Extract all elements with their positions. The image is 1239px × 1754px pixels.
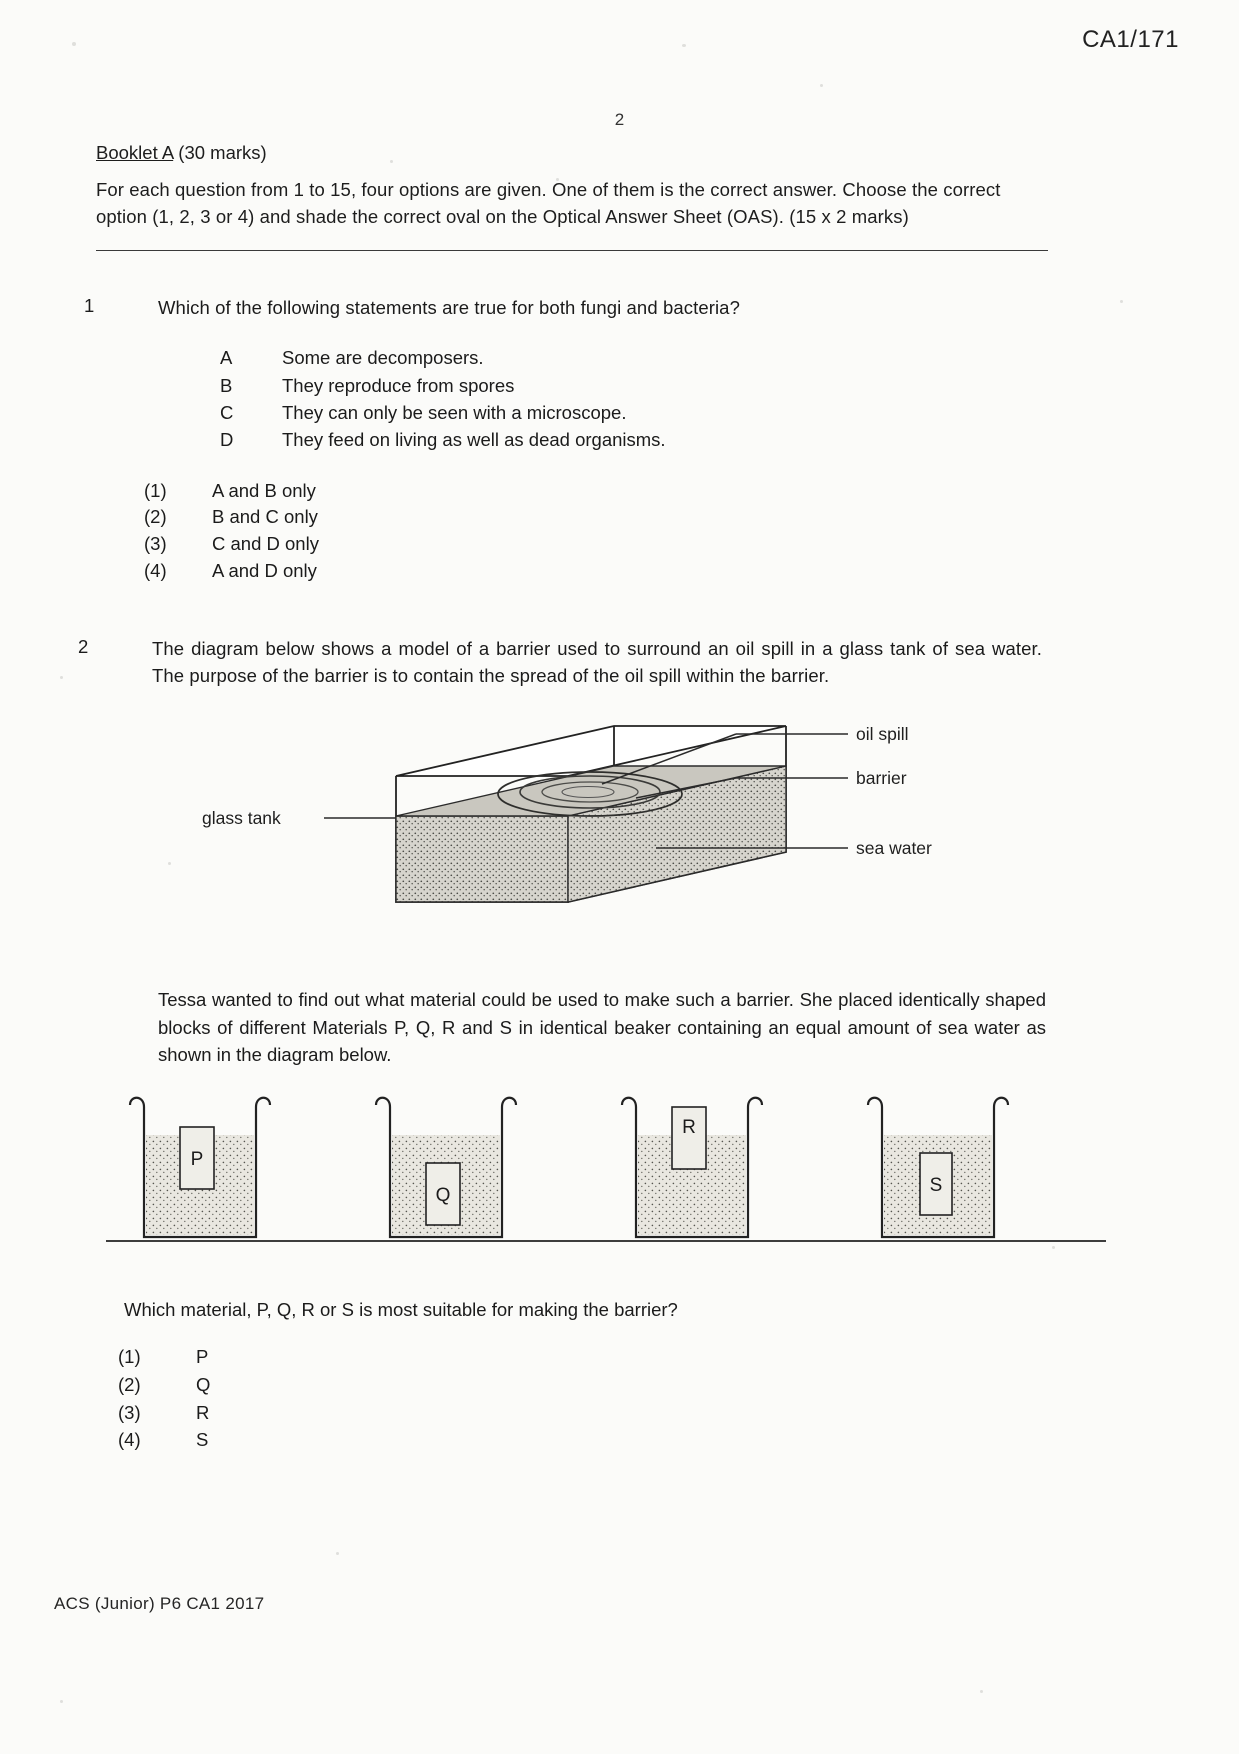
figure-glass-tank (96, 706, 1142, 956)
letter-option-a (220, 344, 1142, 371)
q2-option-3[interactable] (118, 1399, 1142, 1427)
label-barrier: barrier (856, 767, 907, 788)
question-1-letter-options (220, 344, 1142, 454)
q2-option-2[interactable] (118, 1371, 1142, 1399)
svg-text:R: R (682, 1117, 696, 1139)
option-1-text: A and B only (212, 479, 316, 501)
question-2-tail: Which material, P, Q, R or S is most suitable for making the barrier? (124, 1299, 678, 1321)
scan-speck (820, 84, 823, 87)
booklet-title: Booklet A (96, 142, 174, 163)
question-1-number: 1 (84, 295, 95, 317)
label-sea-water: sea water (856, 837, 932, 858)
letter-option-c-text: They can only be seen with a microscope. (282, 401, 627, 423)
svg-text:P: P (190, 1149, 204, 1171)
option-4-label: (4) (144, 559, 167, 581)
question-2-text: The diagram below shows a model of a barrier used to surround an oil spill in a glass tank of sea water. The purpose of the barrier is to contain the spread of the oil spill within the barrier. (152, 638, 1042, 686)
option-3-text: C and D only (212, 532, 319, 554)
scan-speck (336, 1552, 339, 1555)
instructions-text: For each question from 1 to 15, four options are given. One of them is the correct answer. Choose the correct option (1, 2, 3 or 4) and shade the correct oval on the Optical Answer Sheet (OAS). (15 x 2 marks) (96, 179, 1001, 228)
q2-option-2-text: Q (196, 1373, 211, 1395)
letter-option-a-text: Some are decomposers. (282, 347, 484, 369)
option-2[interactable] (144, 504, 1142, 531)
option-4-text: A and D only (212, 559, 317, 581)
beakers-diagram (96, 1091, 1142, 1271)
letter-option-d-label: D (220, 429, 234, 451)
svg-text:S: S (929, 1175, 943, 1197)
option-3[interactable] (144, 531, 1142, 558)
letter-option-d-text: They feed on living as well as dead organisms. (282, 429, 666, 451)
question-2-options (118, 1343, 1142, 1454)
option-4[interactable] (144, 558, 1142, 585)
scan-speck (60, 676, 63, 679)
q2-option-4-text: S (196, 1429, 209, 1451)
q2-option-3-label: (3) (118, 1401, 141, 1423)
q2-option-1[interactable] (118, 1343, 1142, 1371)
question-1-options (144, 478, 1142, 585)
question-2-number: 2 (78, 636, 89, 658)
question-2 (78, 636, 1142, 1454)
booklet-marks: (30 marks) (173, 142, 267, 163)
label-glass-tank: glass tank (202, 807, 281, 828)
letter-option-c (220, 399, 1142, 426)
label-oil-spill: oil spill (856, 723, 909, 744)
letter-option-a-label: A (220, 347, 233, 369)
q2-option-4[interactable] (118, 1426, 1142, 1454)
option-3-label: (3) (144, 532, 167, 554)
q2-option-4-label: (4) (118, 1429, 141, 1451)
figure-beakers (96, 1091, 1142, 1271)
scan-speck (60, 1700, 63, 1703)
letter-option-b-text: They reproduce from spores (282, 374, 515, 396)
letter-option-d (220, 426, 1142, 453)
option-2-text: B and C only (212, 506, 318, 528)
q2-option-2-label: (2) (118, 1373, 141, 1395)
document-content (78, 142, 1142, 1454)
question-1-text: Which of the following statements are true for both fungi and bacteria? (158, 297, 740, 319)
q2-option-3-text: R (196, 1401, 210, 1423)
q2-option-1-label: (1) (118, 1346, 141, 1368)
question-2-paragraph-2: Tessa wanted to find out what material could be used to make such a barrier. She placed identically shaped blocks of different Materials P, Q, R and S in identical beaker containing an equal amount of sea water as shown in the diagram below. (158, 988, 1046, 1066)
letter-option-b (220, 372, 1142, 399)
paper-code: CA1/171 (1082, 26, 1179, 53)
scan-speck (980, 1690, 983, 1693)
question-1 (84, 295, 1142, 584)
scan-speck (72, 42, 76, 46)
section-divider (96, 250, 1048, 251)
glass-tank-diagram (96, 706, 1142, 956)
page-footer: ACS (Junior) P6 CA1 2017 (54, 1594, 265, 1613)
letter-option-b-label: B (220, 374, 233, 396)
page-number: 2 (614, 110, 625, 129)
q2-option-1-text: P (196, 1346, 209, 1368)
svg-text:Q: Q (435, 1185, 451, 1207)
letter-option-c-label: C (220, 401, 234, 423)
option-1[interactable] (144, 478, 1142, 505)
option-1-label: (1) (144, 479, 167, 501)
option-2-label: (2) (144, 506, 167, 528)
scan-speck (682, 44, 686, 47)
booklet-heading (96, 142, 1142, 164)
